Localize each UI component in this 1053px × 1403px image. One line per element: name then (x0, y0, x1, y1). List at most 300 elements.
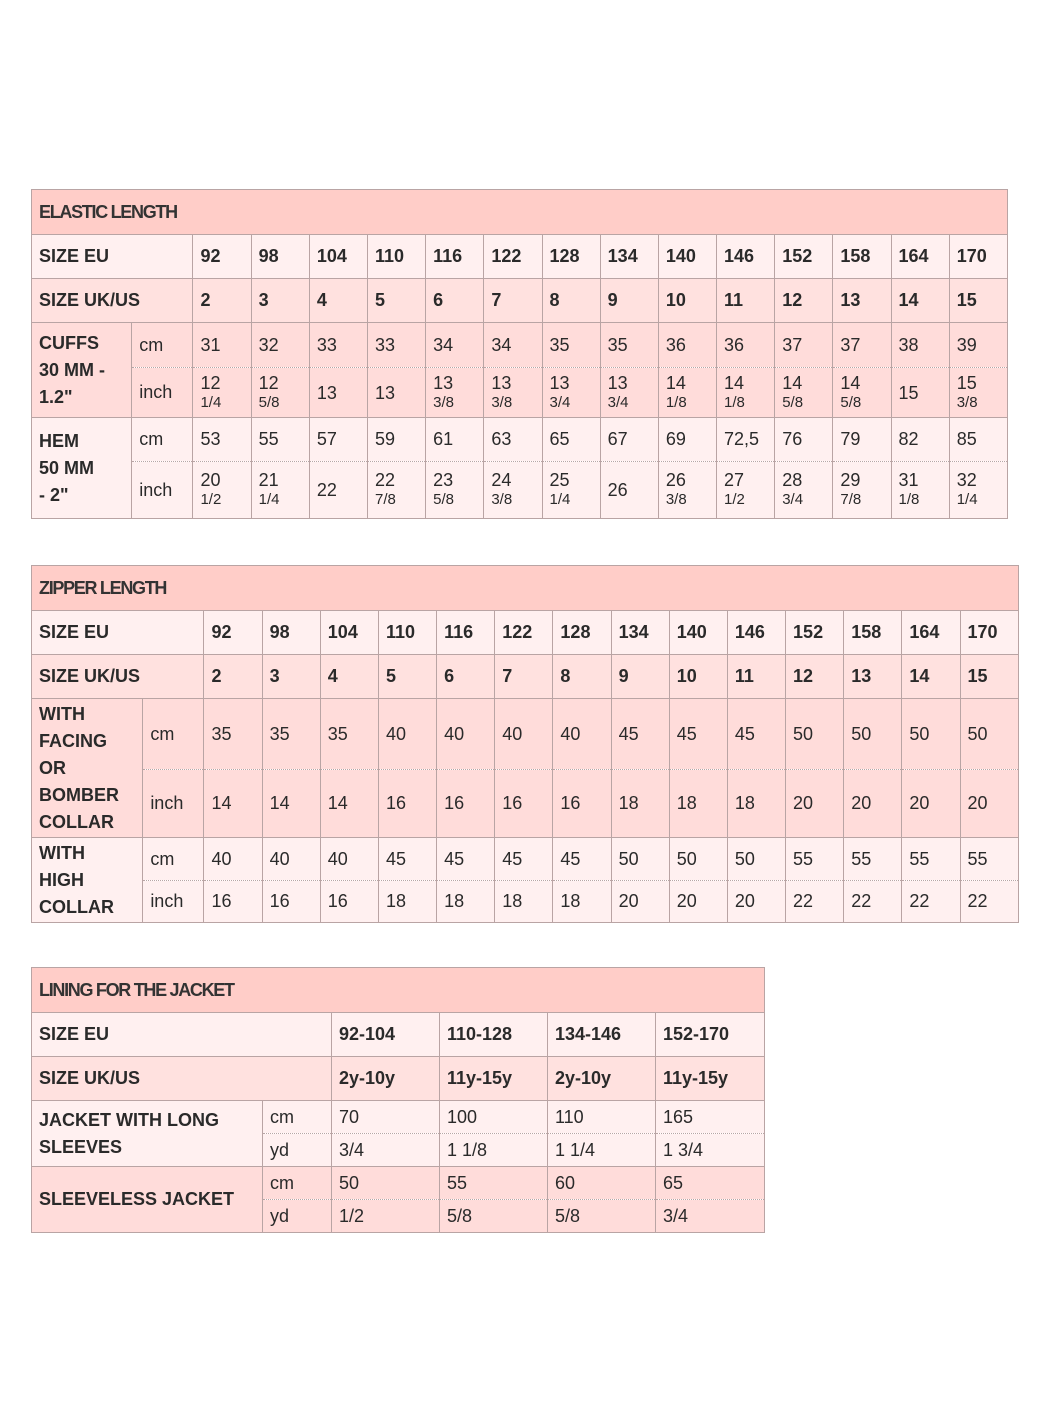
cuffs-inch-cell (309, 368, 367, 418)
size-uk-cell: 11y-15y (656, 1057, 765, 1101)
facing-inch-cell: 14 (320, 770, 378, 838)
facing-inch-cell: 18 (611, 770, 669, 838)
inch-whole: 24 (491, 470, 512, 490)
high-collar-label (32, 838, 143, 923)
inch-fraction: 1/8 (898, 491, 920, 508)
hem-inch-cell (542, 462, 600, 519)
size-uk-cell: 13 (833, 279, 891, 323)
inch-whole: 13 (607, 372, 628, 393)
inch-whole: 15 (956, 372, 977, 393)
inch-whole: 25 (549, 470, 570, 490)
high-collar-cm-cell: 50 (727, 838, 785, 881)
hem-cm-cell: 59 (367, 418, 425, 462)
inch-whole: 13 (549, 372, 570, 393)
facing-label-line: OR (39, 757, 66, 778)
size-uk-cell: 11y-15y (440, 1057, 548, 1101)
elastic-size-eu-row (32, 235, 1008, 279)
inch-whole: 14 (840, 372, 861, 393)
cuffs-cm-row (32, 323, 1008, 368)
cuffs-cm-cell: 34 (426, 323, 484, 368)
size-uk-cell: 11 (727, 655, 785, 699)
hem-cm-cell: 76 (775, 418, 833, 462)
unit-inch: inch (143, 881, 204, 923)
inch-fraction: 1/2 (724, 491, 745, 508)
cuffs-label-line: 1.2" (39, 386, 73, 407)
long-sleeves-cm-row (32, 1101, 765, 1134)
size-eu-cell: 152-170 (656, 1013, 765, 1057)
size-uk-cell: 6 (437, 655, 495, 699)
size-eu-cell: 152 (775, 235, 833, 279)
cuffs-inch-cell (949, 368, 1007, 418)
inch-whole: 29 (840, 470, 861, 490)
cuffs-cm-cell: 36 (717, 323, 775, 368)
unit-cm: cm (263, 1167, 332, 1200)
sleeveless-cm-cell: 65 (656, 1167, 765, 1200)
size-eu-cell: 92 (193, 235, 251, 279)
high-collar-cm-cell: 45 (553, 838, 611, 881)
cuffs-inch-cell (717, 368, 775, 418)
size-uk-cell: 8 (542, 279, 600, 323)
size-eu-label: SIZE EU (32, 611, 204, 655)
size-eu-cell: 164 (891, 235, 949, 279)
high-collar-inch-cell: 18 (553, 881, 611, 923)
facing-cm-cell: 50 (902, 699, 960, 770)
high-collar-inch-cell: 16 (320, 881, 378, 923)
sleeveless-cm-row (32, 1167, 765, 1200)
inch-fraction: 3/8 (433, 393, 455, 411)
inch-whole: 31 (898, 470, 919, 490)
high-collar-inch-row (32, 881, 1019, 923)
lining-table (31, 967, 765, 1233)
high-collar-inch-cell: 20 (727, 881, 785, 923)
size-uk-cell: 10 (658, 279, 716, 323)
size-eu-cell: 140 (658, 235, 716, 279)
facing-inch-cell: 20 (902, 770, 960, 838)
sleeveless-yd-cell: 5/8 (440, 1200, 548, 1233)
size-uk-cell: 12 (786, 655, 844, 699)
sleeveless-label-line: SLEEVELESS JACKET (39, 1189, 235, 1209)
sleeveless-label (32, 1167, 263, 1233)
size-eu-cell: 110 (378, 611, 436, 655)
inch-whole: 22 (316, 480, 337, 500)
size-uk-cell: 9 (611, 655, 669, 699)
inch-whole: 26 (665, 470, 686, 490)
size-eu-cell: 92-104 (332, 1013, 440, 1057)
high-collar-inch-cell: 18 (378, 881, 436, 923)
high-collar-inch-cell: 20 (669, 881, 727, 923)
facing-cm-cell: 35 (262, 699, 320, 770)
cuffs-cm-cell: 38 (891, 323, 949, 368)
zipper-size-uk-row (32, 655, 1019, 699)
size-uk-cell: 4 (309, 279, 367, 323)
cuffs-cm-cell: 35 (542, 323, 600, 368)
long-sleeves-cm-cell: 110 (548, 1101, 656, 1134)
facing-cm-cell: 35 (204, 699, 262, 770)
long-sleeves-label-line: JACKET WITH LONG (39, 1109, 219, 1130)
cuffs-cm-cell: 37 (775, 323, 833, 368)
hem-inch-cell (891, 462, 949, 519)
hem-cm-cell: 79 (833, 418, 891, 462)
high-collar-label-line: WITH (39, 842, 85, 863)
hem-cm-cell: 55 (251, 418, 309, 462)
sleeveless-cm-cell: 60 (548, 1167, 656, 1200)
cuffs-cm-cell: 35 (600, 323, 658, 368)
high-collar-inch-cell: 22 (960, 881, 1018, 923)
facing-cm-cell: 45 (669, 699, 727, 770)
hem-cm-cell: 57 (309, 418, 367, 462)
inch-whole: 20 (200, 470, 221, 490)
sleeveless-yd-cell: 5/8 (548, 1200, 656, 1233)
hem-inch-cell (833, 462, 891, 519)
high-collar-inch-cell: 18 (437, 881, 495, 923)
size-uk-cell: 7 (495, 655, 553, 699)
size-uk-cell: 2 (193, 279, 251, 323)
long-sleeves-label (32, 1101, 263, 1167)
inch-fraction: 3/8 (491, 491, 513, 508)
size-eu-cell: 110 (367, 235, 425, 279)
facing-cm-cell: 40 (378, 699, 436, 770)
hem-inch-cell (251, 462, 309, 519)
inch-fraction: 3/4 (607, 393, 629, 411)
inch-whole: 21 (258, 470, 279, 490)
inch-whole: 12 (200, 372, 221, 393)
inch-whole: 22 (374, 470, 396, 490)
facing-inch-row (32, 770, 1019, 838)
elastic-length-title: ELASTIC LENGTH (32, 190, 1008, 235)
hem-cm-cell: 85 (949, 418, 1007, 462)
high-collar-inch-cell: 16 (204, 881, 262, 923)
unit-inch: inch (132, 462, 193, 519)
size-eu-cell: 104 (320, 611, 378, 655)
inch-fraction: 3/8 (491, 393, 513, 411)
size-uk-label: SIZE UK/US (32, 655, 204, 699)
facing-inch-cell: 18 (669, 770, 727, 838)
hem-label (32, 418, 132, 519)
long-sleeves-yd-cell: 1 3/4 (656, 1134, 765, 1167)
inch-fraction: 1/4 (258, 491, 280, 508)
facing-inch-cell: 16 (437, 770, 495, 838)
high-collar-inch-cell: 18 (495, 881, 553, 923)
long-sleeves-cm-cell: 70 (332, 1101, 440, 1134)
cuffs-inch-cell (658, 368, 716, 418)
inch-fraction: 1/4 (956, 491, 978, 508)
size-eu-cell: 170 (949, 235, 1007, 279)
high-collar-inch-cell: 22 (844, 881, 902, 923)
hem-inch-cell (949, 462, 1007, 519)
size-uk-label: SIZE UK/US (32, 279, 193, 323)
unit-inch: inch (143, 770, 204, 838)
unit-yd: yd (263, 1200, 332, 1233)
unit-inch: inch (132, 368, 193, 418)
zipper-length-table (31, 565, 1019, 923)
facing-inch-cell: 16 (378, 770, 436, 838)
inch-whole: 27 (724, 470, 745, 490)
size-uk-cell: 11 (717, 279, 775, 323)
size-uk-cell: 14 (902, 655, 960, 699)
size-eu-cell: 158 (833, 235, 891, 279)
inch-whole: 13 (433, 372, 454, 393)
facing-cm-cell: 50 (844, 699, 902, 770)
hem-cm-cell: 61 (426, 418, 484, 462)
sleeveless-yd-cell: 1/2 (332, 1200, 440, 1233)
facing-inch-cell: 16 (495, 770, 553, 838)
size-uk-cell: 13 (844, 655, 902, 699)
high-collar-cm-cell: 40 (320, 838, 378, 881)
unit-yd: yd (263, 1134, 332, 1167)
lining-size-eu-row (32, 1013, 765, 1057)
facing-label (32, 699, 143, 838)
high-collar-inch-cell: 16 (262, 881, 320, 923)
hem-inch-cell (367, 462, 425, 519)
size-uk-cell: 8 (553, 655, 611, 699)
high-collar-cm-cell: 55 (960, 838, 1018, 881)
cuffs-inch-cell (891, 368, 949, 418)
cuffs-cm-cell: 36 (658, 323, 716, 368)
cuffs-cm-cell: 33 (367, 323, 425, 368)
size-uk-label: SIZE UK/US (32, 1057, 332, 1101)
hem-label-line: - 2" (39, 484, 69, 505)
size-eu-cell: 164 (902, 611, 960, 655)
facing-inch-cell: 20 (844, 770, 902, 838)
sleeveless-cm-cell: 50 (332, 1167, 440, 1200)
inch-whole: 13 (374, 382, 396, 403)
size-uk-cell: 7 (484, 279, 542, 323)
inch-fraction: 5/8 (782, 393, 804, 411)
hem-inch-row (32, 462, 1008, 519)
cuffs-cm-cell: 32 (251, 323, 309, 368)
cuffs-inch-cell (193, 368, 251, 418)
inch-whole: 28 (782, 470, 803, 490)
high-collar-cm-cell: 45 (495, 838, 553, 881)
cuffs-inch-cell (484, 368, 542, 418)
cuffs-label (32, 323, 132, 418)
long-sleeves-yd-cell: 1 1/8 (440, 1134, 548, 1167)
cuffs-inch-cell (833, 368, 891, 418)
inch-fraction: 1/2 (200, 491, 222, 508)
inch-whole: 23 (433, 470, 454, 490)
inch-fraction: 3/8 (956, 393, 978, 411)
size-eu-cell: 146 (717, 235, 775, 279)
size-eu-cell: 122 (484, 235, 542, 279)
size-eu-cell: 140 (669, 611, 727, 655)
facing-inch-cell: 20 (786, 770, 844, 838)
long-sleeves-cm-cell: 165 (656, 1101, 765, 1134)
unit-cm: cm (263, 1101, 332, 1134)
size-uk-cell: 15 (960, 655, 1018, 699)
inch-fraction: 5/8 (258, 393, 280, 411)
size-eu-cell: 128 (553, 611, 611, 655)
hem-inch-cell (600, 462, 658, 519)
size-uk-cell: 2y-10y (332, 1057, 440, 1101)
inch-whole: 14 (665, 372, 686, 393)
size-uk-cell: 4 (320, 655, 378, 699)
facing-cm-cell: 50 (960, 699, 1018, 770)
inch-fraction: 3/4 (549, 393, 571, 411)
high-collar-inch-cell: 22 (786, 881, 844, 923)
size-eu-cell: 158 (844, 611, 902, 655)
high-collar-cm-cell: 55 (786, 838, 844, 881)
high-collar-label-line: COLLAR (39, 896, 114, 917)
size-eu-cell: 170 (960, 611, 1018, 655)
cuffs-label-line: 30 MM - (39, 359, 106, 380)
hem-cm-cell: 82 (891, 418, 949, 462)
hem-inch-cell (309, 462, 367, 519)
size-uk-cell: 3 (251, 279, 309, 323)
cuffs-inch-cell (600, 368, 658, 418)
facing-label-line: WITH (39, 703, 85, 724)
high-collar-cm-cell: 40 (262, 838, 320, 881)
cuffs-cm-cell: 33 (309, 323, 367, 368)
size-eu-label: SIZE EU (32, 1013, 332, 1057)
inch-whole: 12 (258, 372, 279, 393)
facing-cm-cell: 45 (611, 699, 669, 770)
hem-cm-cell: 67 (600, 418, 658, 462)
hem-label-line: 50 MM (39, 457, 95, 478)
hem-cm-cell: 65 (542, 418, 600, 462)
cuffs-cm-cell: 39 (949, 323, 1007, 368)
size-uk-cell: 2 (204, 655, 262, 699)
unit-cm: cm (132, 418, 193, 462)
facing-cm-cell: 35 (320, 699, 378, 770)
hem-label-line: HEM (39, 430, 79, 451)
high-collar-inch-cell: 20 (611, 881, 669, 923)
cuffs-inch-row (32, 368, 1008, 418)
hem-inch-cell (775, 462, 833, 519)
zipper-size-eu-row (32, 611, 1019, 655)
facing-inch-cell: 18 (727, 770, 785, 838)
size-eu-cell: 146 (727, 611, 785, 655)
hem-cm-cell: 69 (658, 418, 716, 462)
facing-cm-row (32, 699, 1019, 770)
hem-cm-cell: 72,5 (717, 418, 775, 462)
lining-size-uk-row (32, 1057, 765, 1101)
inch-whole: 32 (956, 470, 977, 490)
size-eu-cell: 92 (204, 611, 262, 655)
high-collar-cm-cell: 45 (378, 838, 436, 881)
size-uk-cell: 15 (949, 279, 1007, 323)
size-eu-cell: 110-128 (440, 1013, 548, 1057)
inch-fraction: 5/8 (433, 491, 455, 508)
inch-fraction: 1/4 (549, 491, 571, 508)
size-uk-cell: 9 (600, 279, 658, 323)
size-uk-cell: 5 (367, 279, 425, 323)
high-collar-label-line: HIGH (39, 869, 84, 890)
size-uk-cell: 5 (378, 655, 436, 699)
facing-label-line: BOMBER (39, 784, 119, 805)
size-uk-cell: 12 (775, 279, 833, 323)
facing-cm-cell: 45 (727, 699, 785, 770)
high-collar-cm-cell: 50 (611, 838, 669, 881)
hem-inch-cell (193, 462, 251, 519)
size-eu-cell: 134 (600, 235, 658, 279)
inch-fraction: 1/8 (665, 393, 687, 411)
facing-inch-cell: 20 (960, 770, 1018, 838)
size-eu-cell: 152 (786, 611, 844, 655)
unit-cm: cm (132, 323, 193, 368)
cuffs-inch-cell (542, 368, 600, 418)
hem-inch-cell (426, 462, 484, 519)
cuffs-cm-cell: 31 (193, 323, 251, 368)
inch-fraction: 7/8 (374, 491, 396, 508)
cuffs-label-line: CUFFS (39, 332, 99, 353)
inch-whole: 14 (782, 372, 803, 393)
cuffs-inch-cell (426, 368, 484, 418)
high-collar-cm-cell: 50 (669, 838, 727, 881)
size-eu-cell: 98 (251, 235, 309, 279)
hem-inch-cell (717, 462, 775, 519)
unit-cm: cm (143, 699, 204, 770)
facing-inch-cell: 14 (262, 770, 320, 838)
size-eu-cell: 122 (495, 611, 553, 655)
size-eu-cell: 116 (426, 235, 484, 279)
inch-whole: 14 (724, 372, 745, 393)
inch-whole: 15 (898, 382, 919, 403)
zipper-length-title: ZIPPER LENGTH (32, 566, 1019, 611)
hem-cm-row (32, 418, 1008, 462)
long-sleeves-label-line: SLEEVES (39, 1136, 123, 1157)
lining-title: LINING FOR THE JACKET (32, 968, 765, 1013)
inch-fraction: 7/8 (840, 491, 862, 508)
inch-fraction: 1/8 (724, 393, 745, 411)
facing-cm-cell: 40 (495, 699, 553, 770)
long-sleeves-yd-cell: 3/4 (332, 1134, 440, 1167)
high-collar-cm-row (32, 838, 1019, 881)
facing-label-line: FACING (39, 730, 108, 751)
facing-inch-cell: 16 (553, 770, 611, 838)
cuffs-inch-cell (775, 368, 833, 418)
long-sleeves-cm-cell: 100 (440, 1101, 548, 1134)
facing-cm-cell: 40 (553, 699, 611, 770)
inch-whole: 26 (607, 480, 628, 500)
sleeveless-yd-cell: 3/4 (656, 1200, 765, 1233)
inch-fraction: 3/8 (665, 491, 687, 508)
inch-fraction: 5/8 (840, 393, 862, 411)
size-eu-cell: 134-146 (548, 1013, 656, 1057)
size-uk-cell: 6 (426, 279, 484, 323)
high-collar-cm-cell: 55 (902, 838, 960, 881)
inch-whole: 13 (316, 382, 337, 403)
hem-inch-cell (658, 462, 716, 519)
size-eu-cell: 116 (437, 611, 495, 655)
high-collar-inch-cell: 22 (902, 881, 960, 923)
size-eu-label: SIZE EU (32, 235, 193, 279)
elastic-length-table (31, 189, 1008, 519)
hem-cm-cell: 63 (484, 418, 542, 462)
inch-whole: 13 (491, 372, 512, 393)
hem-cm-cell: 53 (193, 418, 251, 462)
facing-cm-cell: 40 (437, 699, 495, 770)
facing-inch-cell: 14 (204, 770, 262, 838)
size-uk-cell: 14 (891, 279, 949, 323)
size-eu-cell: 128 (542, 235, 600, 279)
unit-cm: cm (143, 838, 204, 881)
size-eu-cell: 134 (611, 611, 669, 655)
size-uk-cell: 10 (669, 655, 727, 699)
size-uk-cell: 2y-10y (548, 1057, 656, 1101)
hem-inch-cell (484, 462, 542, 519)
high-collar-cm-cell: 55 (844, 838, 902, 881)
inch-fraction: 3/4 (782, 491, 804, 508)
cuffs-cm-cell: 37 (833, 323, 891, 368)
facing-label-line: COLLAR (39, 811, 114, 832)
high-collar-cm-cell: 40 (204, 838, 262, 881)
high-collar-cm-cell: 45 (437, 838, 495, 881)
cuffs-inch-cell (251, 368, 309, 418)
sleeveless-cm-cell: 55 (440, 1167, 548, 1200)
cuffs-inch-cell (367, 368, 425, 418)
cuffs-cm-cell: 34 (484, 323, 542, 368)
size-eu-cell: 104 (309, 235, 367, 279)
